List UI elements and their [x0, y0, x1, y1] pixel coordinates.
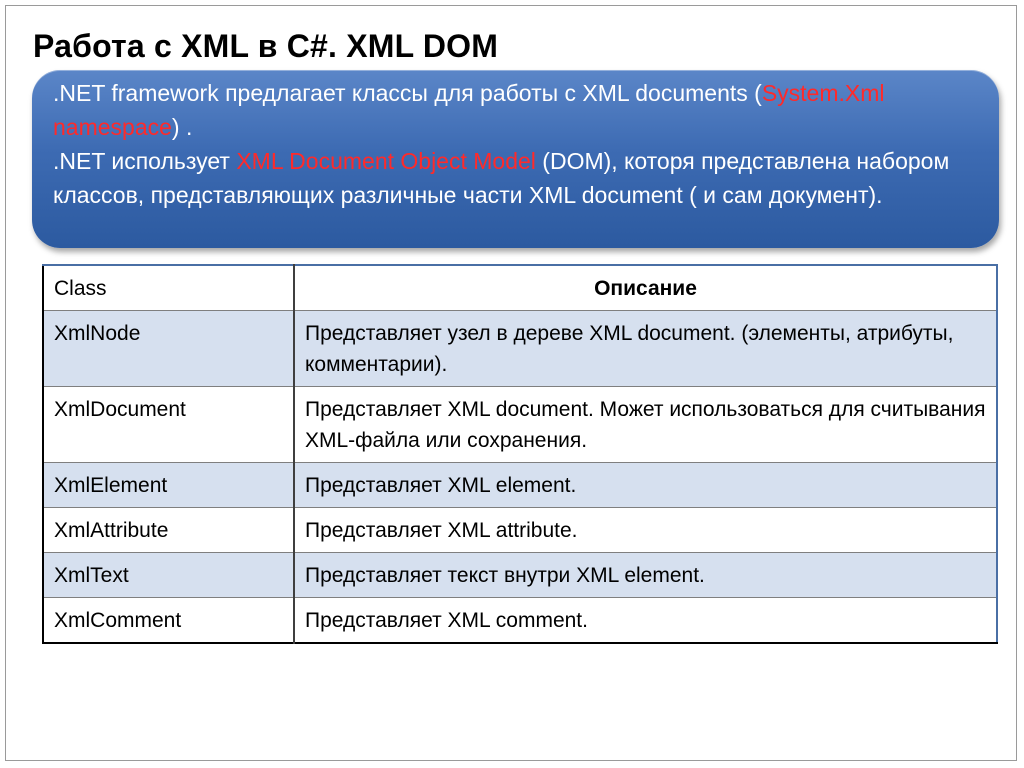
table-row	[43, 463, 997, 508]
class-name-cell: XmlElement	[43, 463, 294, 508]
description-cell: Представляет узел в дереве XML document. (элементы, атрибуты, комментарии).	[294, 311, 997, 387]
description-cell: Представляет XML element.	[294, 463, 997, 508]
header-class: Class	[43, 265, 294, 311]
intro-text: .NET framework предлагает классы для работы с XML documents (	[53, 80, 762, 106]
intro-paragraph-2	[53, 144, 977, 212]
intro-text: ) .	[171, 114, 193, 140]
intro-text: (DOM), которя представлена набором классов, представляющих различные части XML document ( и сам документ).	[53, 148, 950, 208]
table-row	[43, 553, 997, 598]
page-title: Работа с XML в С#. XML DOM	[33, 28, 499, 64]
description-cell: Представляет XML attribute.	[294, 508, 997, 553]
description-cell: Представляет текст внутри XML element.	[294, 553, 997, 598]
class-name-cell: XmlComment	[43, 598, 294, 644]
class-name-cell: XmlNode	[43, 311, 294, 387]
class-name-cell: XmlText	[43, 553, 294, 598]
table-header-row	[43, 265, 997, 311]
intro-paragraph-1	[53, 76, 977, 144]
table-row	[43, 311, 997, 387]
table-row	[43, 387, 997, 463]
header-description: Описание	[294, 265, 997, 311]
classes-table	[42, 264, 998, 644]
intro-box	[32, 70, 999, 248]
description-cell: Представляет XML comment.	[294, 598, 997, 644]
class-name-cell: XmlAttribute	[43, 508, 294, 553]
description-cell: Представляет XML document. Может использоваться для считывания XML-файла или сохранения.	[294, 387, 997, 463]
table-row	[43, 598, 997, 644]
class-name-cell: XmlDocument	[43, 387, 294, 463]
namespace-highlight: System.Xml namespace	[53, 80, 885, 140]
intro-text: .NET использует	[53, 148, 237, 174]
dom-highlight: XML Document Object Model	[236, 148, 536, 174]
table-row	[43, 508, 997, 553]
